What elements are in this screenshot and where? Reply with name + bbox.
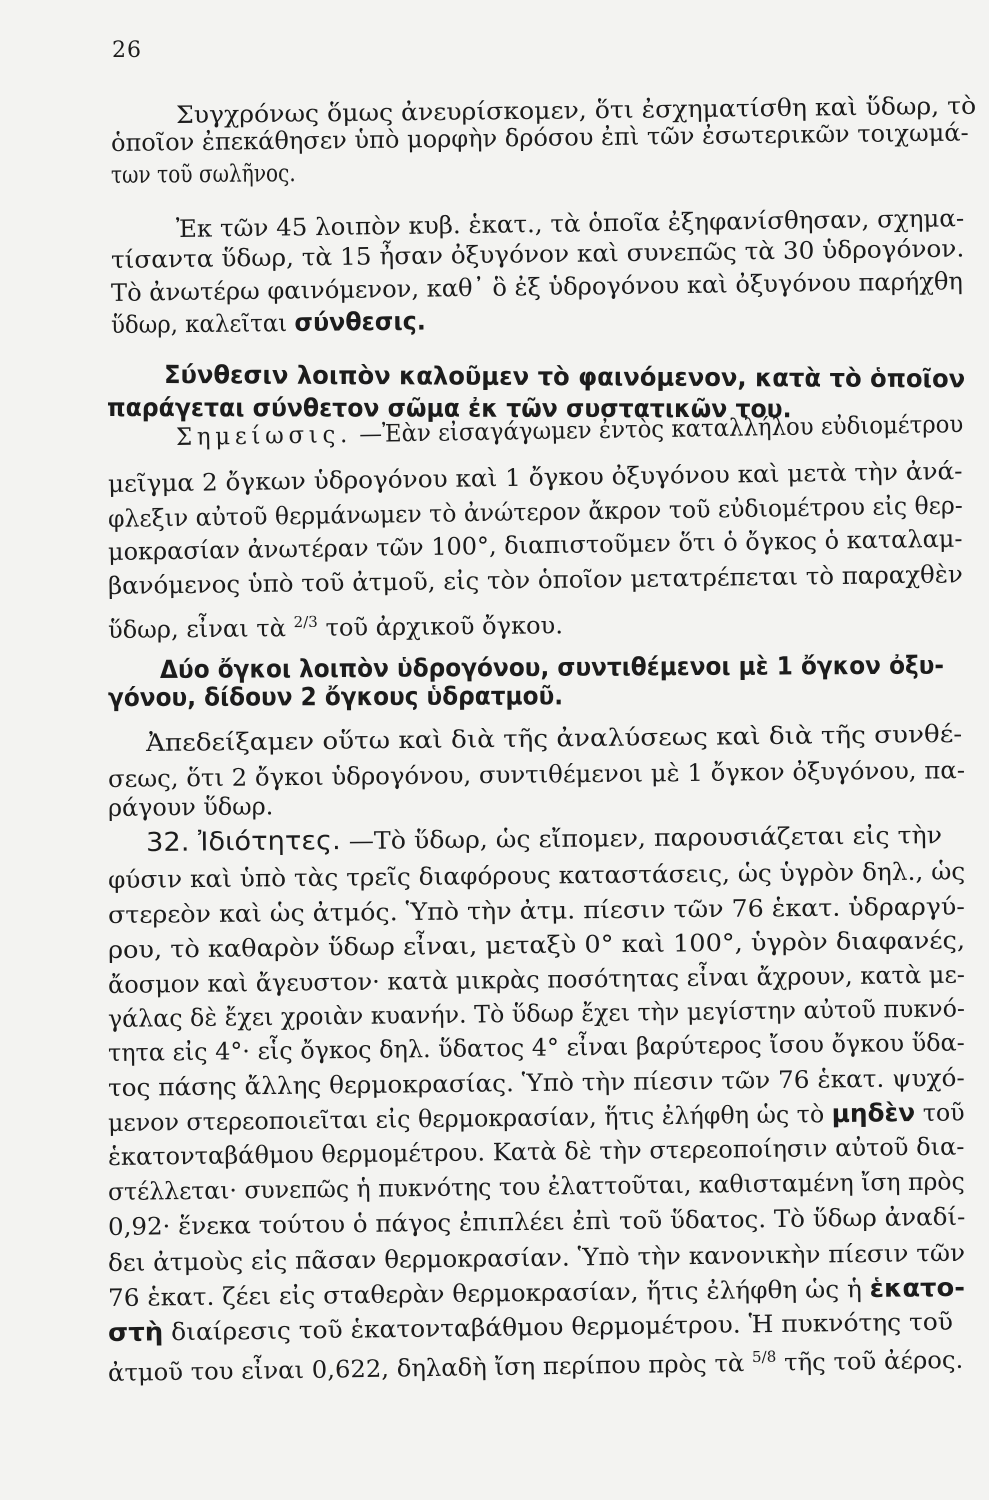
text-line <box>108 891 965 930</box>
text-line <box>108 1202 966 1242</box>
text-line <box>108 1063 965 1103</box>
line-text: 76 ἑκατ. ζέει εἰς σταθερὰν θερμοκρασίαν, ἥτις ἐλήφθη ὡς ἡ <box>107 1275 863 1312</box>
text-line <box>108 856 966 895</box>
line-text: Δύο ὄγκοι λοιπὸν ὑδρογόνου, συντιθέμενοι μὲ 1 ὄγκον ὀξυ- <box>159 650 945 684</box>
line-text: ἑκατονταβάθμου θερμομέτρου. Κατὰ δὲ τὴν στερεοποίησιν αὐτοῦ δια- <box>107 1132 965 1171</box>
text-line <box>146 719 963 758</box>
line-text: στὴ <box>107 1317 164 1347</box>
line-text: φύσιν καὶ ὑπὸ τὰς τρεῖς διαφόρους καταστάσεις, ὡς ὑγρὸν δηλ., ὡς <box>107 857 966 894</box>
line-text: 32. Ἰδιότητες. <box>145 826 341 858</box>
line-text-after: τοῦ <box>922 1098 965 1127</box>
line-text: μοκρασίαν ἀνωτέραν τῶν 100°, διαπιστοῦμεν ὅτι ὁ ὄγκος ὁ καταλαμ- <box>107 524 963 566</box>
line-text: Συγχρόνως ὅμως ἀνευρίσκομεν, ὅτι ἐσχηματίσθη καὶ ὕδωρ, τὸ <box>175 91 977 129</box>
line-text-after: τῆς τοῦ ἀέρος. <box>783 1345 964 1377</box>
line-text: τητα εἰς 4°· εἷς ὄγκος δηλ. ὕδατος 4° εἶναι βαρύτερος ἴσου ὄγκου ὕδα- <box>107 1028 965 1067</box>
line-text: Σημείωσις. <box>175 420 353 451</box>
text-line <box>108 1097 965 1138</box>
line-text: των τοῦ σωλῆνος. <box>110 159 296 189</box>
text-line <box>108 604 563 645</box>
line-text-after: τοῦ ἀρχικοῦ ὄγκου. <box>325 611 564 642</box>
text-line <box>108 1238 965 1278</box>
line-text-rest: —Τὸ ὕδωρ, ὡς εἴπομεν, παρουσιάζεται εἰς τὴν <box>348 821 943 855</box>
text-line <box>111 307 426 340</box>
fraction: 2/3 <box>293 612 318 632</box>
text-line <box>164 360 965 394</box>
line-text: ὕδωρ, εἶναι τὰ <box>107 614 287 644</box>
line-text-rest: διαίρεσις τοῦ ἑκατονταβάθμου θερμομέτρου. Ἡ πυκνότης τοῦ <box>170 1307 954 1347</box>
text-line <box>108 755 965 794</box>
line-text: ἀτμοῦ του εἶναι 0,622, δηλαδὴ ἴση περίπου πρὸς τὰ <box>107 1349 745 1387</box>
text-line <box>108 559 963 601</box>
line-text: ὁποῖον ἐπεκάθησεν ὑπὸ μορφὴν δρόσου ἐπὶ τῶν ἐσωτερικῶν τοιχωμά- <box>110 118 969 157</box>
line-text: μενον στερεοποιεῖται εἰς θερμοκρασίαν, ἥτις ἐλήφθη ὡς τὸ <box>107 1100 825 1137</box>
line-text-rest: —Ἐὰν εἰσαγάγωμεν ἐντὸς καταλλήλου εὐδιομέτρου <box>359 409 964 448</box>
text-line <box>111 158 296 190</box>
page-number: 26 <box>112 38 142 63</box>
line-text: δει ἀτμοὺς εἰς πᾶσαν θερμοκρασίαν. Ὑπὸ τὴν κανονικὴν πίεσιν τῶν <box>107 1238 966 1277</box>
line-text: ρου, τὸ καθαρὸν ὕδωρ εἶναι, μεταξὺ 0° καὶ 100°, ὑγρὸν διαφανές, <box>107 926 966 964</box>
text-line <box>108 1027 965 1068</box>
line-text: ράγουν ὕδωρ. <box>107 792 274 822</box>
text-line <box>146 820 942 858</box>
line-text: Τὸ ἀνωτέρω φαινόμενον, καθ᾽ ὃ ἐξ ὑδρογόνου καὶ ὀξυγόνου παρήχθη <box>110 267 964 307</box>
text-line <box>108 925 965 965</box>
line-text: ἄοσμον καὶ ἄγευστον· κατὰ μικρὰς ποσότητας εἶναι ἄχρουν, κατὰ με- <box>107 960 966 999</box>
line-text: μεῖγμα 2 ὄγκων ὑδρογόνου καὶ 1 ὄγκου ὀξυγόνου καὶ μετὰ τὴν ἀνά- <box>107 456 963 498</box>
text-line <box>108 993 965 1034</box>
emphasis-term: μηδὲν <box>831 1098 916 1129</box>
text-line <box>108 1132 965 1172</box>
line-text: Ἀπεδείξαμεν οὕτω καὶ διὰ τῆς ἀναλύσεως καὶ διὰ τῆς συνθέ- <box>145 719 963 757</box>
line-text: ὕδωρ, καλεῖται <box>110 309 288 339</box>
text-line <box>160 651 944 685</box>
line-text: φλεξιν αὐτοῦ θερμάνωμεν τὸ ἀνώτερον ἄκρον τοῦ εὐδιομέτρου εἰς θερ- <box>107 491 963 533</box>
line-text: στερεὸν καὶ ὡς ἀτμός. Ὑπὸ τὴν ἀτμ. πίεσιν τῶν 76 ἑκατ. ὑδραργύ- <box>107 892 965 929</box>
line-text: βανόμενος ὑπὸ τοῦ ἀτμοῦ, εἰς τὸν ὁποῖον μετατρέπεται τὸ παραχθὲν <box>107 560 963 600</box>
line-text: τος πάσης ἄλλης θερμοκρασίας. Ὑπὸ τὴν πίεσιν τῶν 76 ἑκατ. ψυχό- <box>107 1063 965 1102</box>
text-line <box>108 791 274 823</box>
line-text: 0,92· ἕνεκα τούτου ὁ πάγος ἐπιπλέει ἐπὶ τοῦ ὕδατος. Τὸ ὕδωρ ἀναδί- <box>107 1202 966 1241</box>
line-text: γόνου, δίδουν 2 ὄγκους ὑδρατμοῦ. <box>107 681 564 712</box>
line-text: στέλλεται· συνεπῶς ἡ πυκνότης του ἐλαττοῦται, καθισταμένη ἴση πρὸς <box>107 1167 965 1206</box>
text-line <box>108 681 563 713</box>
line-text: παράγεται σύνθετον σῶμα ἐκ τῶν συστατικῶν του. <box>106 393 792 424</box>
line-text: Ἐκ τῶν 45 λοιπὸν κυβ. ἑκατ., τὰ ὁποῖα ἐξηφανίσθησαν, σχημα- <box>175 204 965 243</box>
fraction: 5/8 <box>751 1347 777 1367</box>
line-text: γάλας δὲ ἔχει χροιὰν κυανήν. Τὸ ὕδωρ ἔχει τὴν μεγίστην αὐτοῦ πυκνό- <box>107 994 966 1033</box>
line-text: Σύνθεσιν λοιπὸν καλοῦμεν τὸ φαινόμενον, κατὰ τὸ ὁποῖον <box>163 360 966 394</box>
emphasis-term: ἑκατο- <box>869 1272 966 1303</box>
text-line <box>108 1273 965 1313</box>
text-line <box>108 960 965 1000</box>
emphasis-term: σύνθεσις. <box>294 306 426 337</box>
line-text: σεως, ὅτι 2 ὄγκοι ὑδρογόνου, συντιθέμενοι μὲ 1 ὄγκον ὀξυγόνου, πα- <box>107 756 966 793</box>
line-text: τίσαντα ὕδωρ, τὰ 15 ἦσαν ὀξυγόνον καὶ συνεπῶς τὰ 30 ὑδρογόνον. <box>110 234 965 274</box>
text-line <box>108 1166 965 1207</box>
